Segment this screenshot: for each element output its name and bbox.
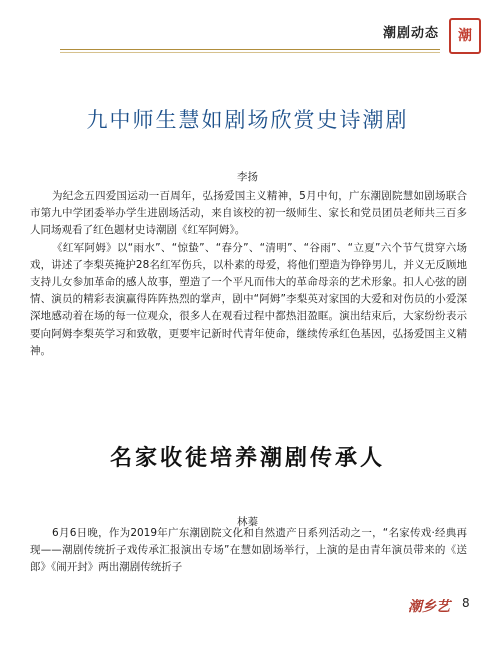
seal-logo-icon: 潮 xyxy=(449,18,481,54)
article-2-paragraph: 6月6日晚，作为2019年广东潮剧院文化和自然遗产日系列活动之一，“名家传戏·经典再现——潮剧传统折子戏传承汇报演出专场”在慧如剧场举行，上演的是由青年演员带来的《送郎》《闹开封》两出潮剧传统折子 xyxy=(30,527,467,574)
header-divider-secondary xyxy=(60,52,440,53)
magazine-logo: 潮乡艺 xyxy=(408,599,450,615)
article-1-paragraph: 为纪念五四爱国运动一百周年，弘扬爱国主义精神，5月中旬，广东潮剧院慧如剧场联合市第九中学团委举办学生进剧场活动，来自该校的初一级师生、家长和党员团员老师共三百多人同场观看了红色题材史诗潮剧《红军阿姆》。 xyxy=(30,190,467,237)
article-1-paragraph: 《红军阿姆》以“雨水”、“惊蛰”、“春分”、“清明”、“谷雨”、“立夏”六个节气贯穿六场戏，讲述了李梨英掩护28名红军伤兵，以朴素的母爱，将他们塑造为铮铮男儿，并义无反顾地支持儿女参加革命的感人故事，塑造了一个平凡而伟大的革命母亲的艺术形象。扣人心弦的剧情、演员的精彩表演赢得阵阵热烈的掌声，剧中“阿姆”李梨英对家国的大爱和对伤员的小爱深深地感动着在场的每一位观众，很多人在观看过程中都热泪盈眶。演出结束后，大家纷纷表示要向阿姆李梨英学习和致敬，更要牢记新时代青年使命，继续传承红色基因，弘扬爱国主义精神。 xyxy=(30,241,467,357)
page-number: 8 xyxy=(462,596,470,610)
article-1-body xyxy=(30,188,467,360)
article-2-title: 名家收徒培养潮剧传承人 xyxy=(109,445,385,471)
section-label: 潮剧动态 xyxy=(382,26,439,41)
page-header xyxy=(0,18,495,52)
article-1-title: 九中师生慧如剧场欣赏史诗潮剧 xyxy=(86,108,409,132)
article-1-author: 李扬 xyxy=(237,171,258,183)
header-divider xyxy=(60,49,440,50)
article-2-body xyxy=(30,525,467,577)
article-2-author: 林蓁 xyxy=(237,516,258,528)
